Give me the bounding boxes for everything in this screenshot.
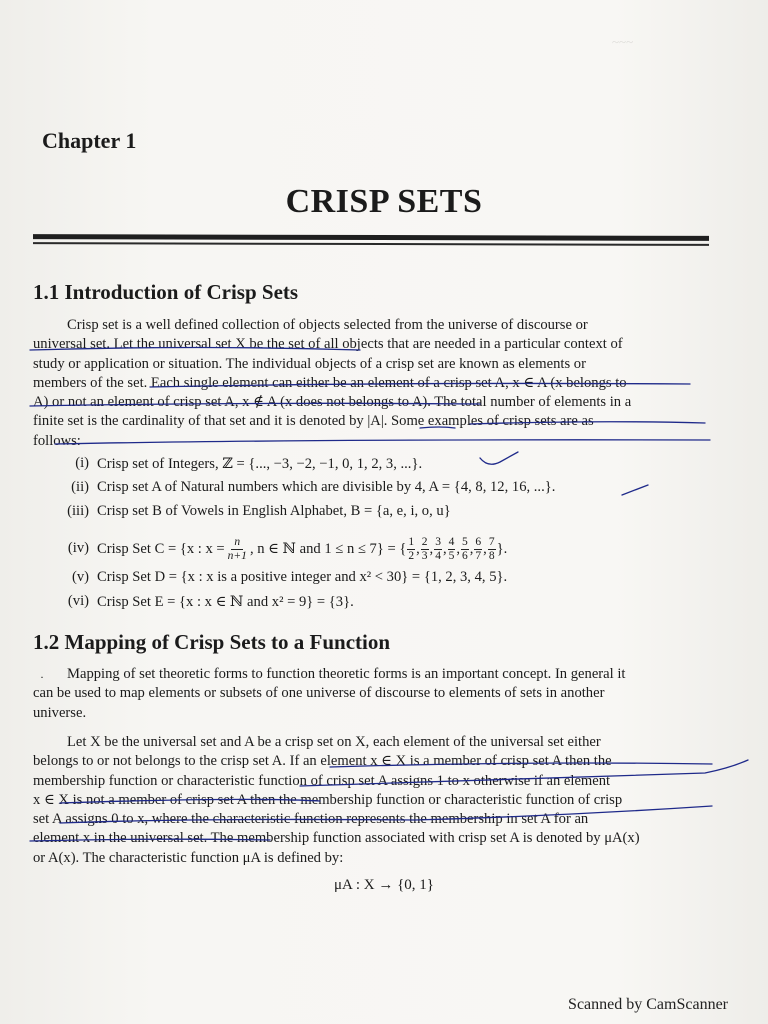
fraction-list [406,536,496,563]
fraction: $\frac{1}{2}$ [408,535,415,562]
para-line: A) or not an element of crisp set A, x ∉ A (x does not belongs to A). The total number of elements in a [33,394,632,411]
para-line: Mapping of set theoretic forms to function theoretic forms is an important concept. In general it [67,666,626,682]
example-text-post: }. [496,540,508,557]
para-line: finite set is the cardinality of that set and it is denoted by |A|. Some examples of crisp sets are as [33,413,594,430]
para-line: belongs to or not belongs to the crisp set A. If an element x ∈ X is a member of crisp set A then the [33,753,612,770]
example-item [55,569,705,593]
crisp-set-examples [55,455,705,617]
para-line: study or application or situation. The individual objects of a crisp set are known as elements or [33,355,586,372]
example-text-mid: , n ∈ ℕ and 1 ≤ n ≤ 7} = { [249,541,407,557]
fraction-separator: , [429,540,434,557]
example-text: Crisp set of Integers, ℤ = {..., −3, −2, −1, 0, 1, 2, 3, ...}. [97,456,423,472]
para-line: x ∈ X is not a member of crisp set A then the membership function or characteristic function of crisp [33,791,623,808]
example-item [55,455,705,479]
para-line: members of the set. Each single element can either be an element of a crisp set A, x ∈ A (x belongs to [33,374,627,391]
example-number: (iv) [67,540,89,556]
section-1-paragraph [33,316,711,451]
fraction: $\frac{7}{8}$ [488,535,495,562]
example-item [55,503,705,529]
example-item [55,479,705,503]
fraction: $\frac{4}{5}$ [448,535,455,562]
fraction-separator: , [416,540,420,557]
fraction-separator: , [469,540,474,557]
example-item [55,593,705,617]
para-line: universe. [33,704,87,721]
example-text: Crisp set A of Natural numbers which are divisible by 4, A = {4, 8, 12, 16, ...}. [97,479,556,495]
example-number: (ii) [71,479,89,495]
title-rule-thick [33,234,709,241]
scanner-watermark: Scanned by CamScanner [568,996,728,1013]
fraction-separator: , [442,540,447,557]
membership-function-formula: μA : X → {0, 1} [334,877,434,893]
para-line: Crisp set is a well defined collection of objects selected from the universe of discourse or [67,317,588,333]
fraction: $\frac{6}{7}$ [475,535,482,562]
fraction: $\frac{2}{3}$ [421,535,428,562]
fraction: $\frac{5}{6}$ [462,535,468,562]
example-number: (iii) [67,503,89,519]
fraction-separator: , [456,540,461,557]
para-line: or A(x). The characteristic function μA is defined by: [33,849,344,866]
example-number: (i) [75,455,89,471]
fraction: $\frac{3}{4}$ [435,535,441,562]
section-2-heading: 1.2 Mapping of Crisp Sets to a Function [33,630,391,654]
para-line: follows: [33,432,81,449]
para-line: Let X be the universal set and A be a crisp set on X, each element of the universal set either [67,734,601,750]
section-2-paragraph-1 [33,665,711,723]
fraction: $\frac{n}{n+1}$ [227,535,247,562]
bleed-through-mark: ~~~ [612,34,634,49]
example-number: (v) [71,569,89,585]
para-line: membership function or characteristic function of crisp set A assigns 1 to x otherwise if an element [33,772,611,789]
title-rule-thin [33,242,709,245]
section-2-paragraph-2 [33,733,711,868]
para-line: set A assigns 0 to x, where the characteristic function represents the membership in set A for an [33,811,589,828]
chapter-title: CRISP SETS [285,183,483,220]
example-text: Crisp Set E = {x : x ∈ ℕ and x² = 9} = {3}. [97,594,354,610]
example-text-pre: Crisp Set C = {x : x = [97,540,225,557]
para-line: can be used to map elements or subsets of one universe of discourse to elements of sets in another [33,685,605,702]
example-number: (vi) [67,593,89,609]
fraction-separator: , [483,540,487,557]
para-line: element x in the universal set. The membership function associated with crisp set A is denoted by μA(x) [33,830,640,847]
example-text: Crisp Set D = {x : x is a positive integer and x² < 30} = {1, 2, 3, 4, 5}. [97,569,508,585]
chapter-label: Chapter 1 [42,128,137,153]
example-text: Crisp set B of Vowels in English Alphabet, B = {a, e, i, o, u} [97,503,451,519]
para-line: universal set. Let the universal set X be the set of all objects that are needed in a particular context of [33,336,623,353]
stray-mark: · [40,670,44,684]
section-1-heading: 1.1 Introduction of Crisp Sets [33,280,299,304]
example-item [55,529,705,569]
